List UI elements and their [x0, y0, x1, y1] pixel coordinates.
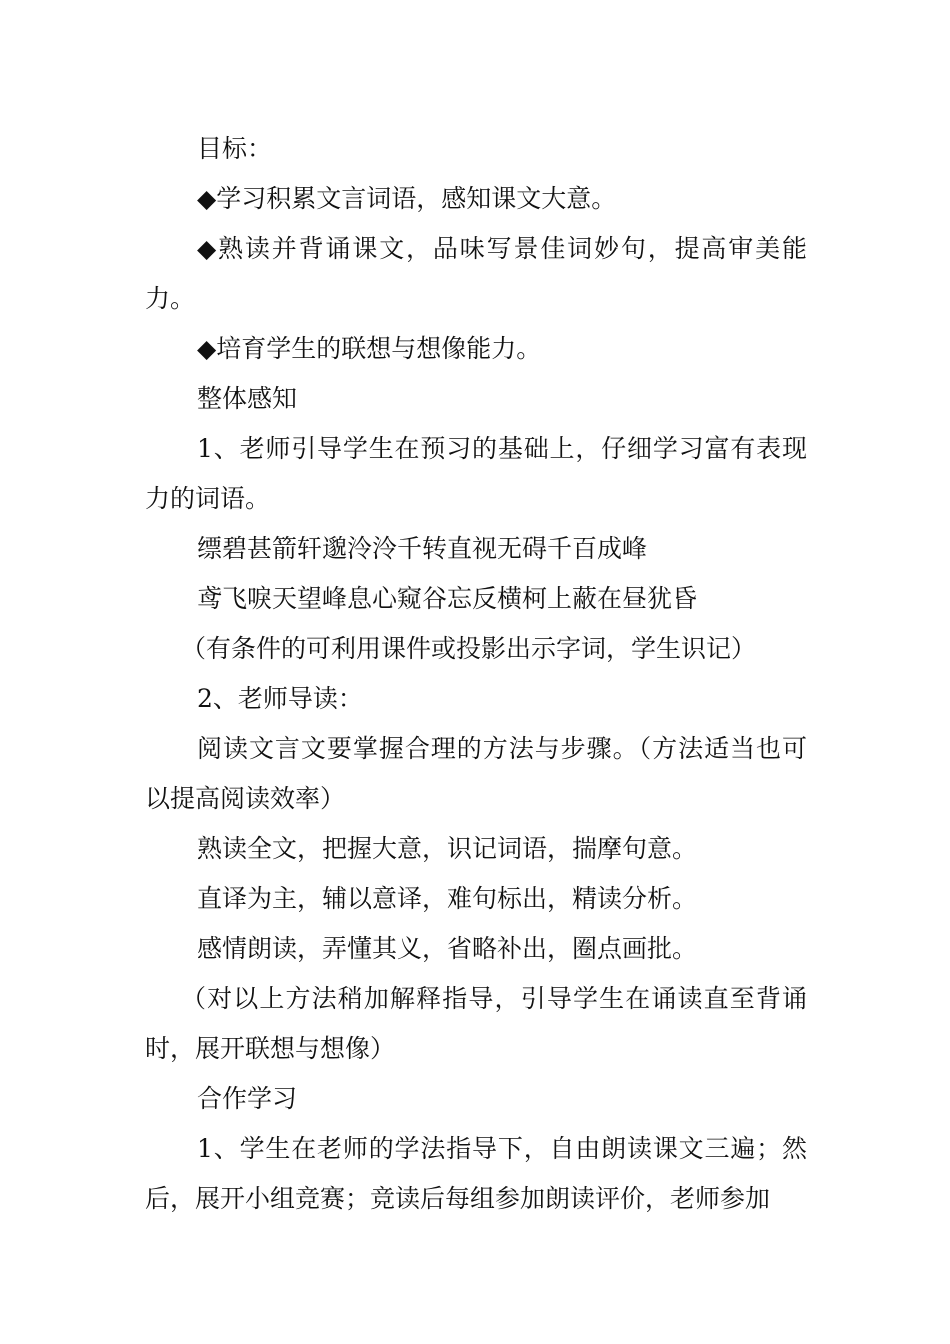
objective-item: ◆学习积累文言词语，感知课文大意。: [197, 184, 617, 213]
section-heading-overall: 整体感知: [197, 384, 298, 413]
body-paragraph: （有条件的可利用课件或投影出示字词，学生识记）: [181, 634, 757, 663]
objective-item: ◆熟读并背诵课文，品味写景佳词妙句，提高审美能力。: [145, 234, 807, 313]
vocabulary-line: 鸢飞唳天望峰息心窥谷忘反横柯上蔽在昼犹昏: [197, 584, 698, 613]
body-paragraph: （对以上方法稍加解释指导，引导学生在诵读直至背诵时，展开联想与想像）: [145, 984, 807, 1063]
body-paragraph: 阅读文言文要掌握合理的方法与步骤。（方法适当也可以提高阅读效率）: [145, 734, 807, 813]
method-line: 熟读全文，把握大意，识记词语，揣摩句意。: [197, 834, 698, 863]
objective-item: ◆培育学生的联想与想像能力。: [197, 334, 542, 363]
section-heading-cooperative: 合作学习: [197, 1084, 298, 1113]
body-paragraph: 1、学生在老师的学法指导下，自由朗读课文三遍；然后，展开小组竞赛；竞读后每组参加朗读评价，老师参加: [145, 1134, 807, 1213]
objectives-heading: 目标：: [197, 134, 273, 163]
method-line: 直译为主，辅以意译，难句标出，精读分析。: [197, 884, 698, 913]
body-paragraph: 1、老师引导学生在预习的基础上，仔细学习富有表现力的词语。: [145, 434, 807, 513]
body-paragraph: 2、老师导读：: [197, 684, 363, 713]
vocabulary-line: 缥碧甚箭轩邈泠泠千转直视无碍千百成峰: [197, 534, 648, 563]
method-line: 感情朗读，弄懂其义，省略补出，圈点画批。: [197, 934, 698, 963]
